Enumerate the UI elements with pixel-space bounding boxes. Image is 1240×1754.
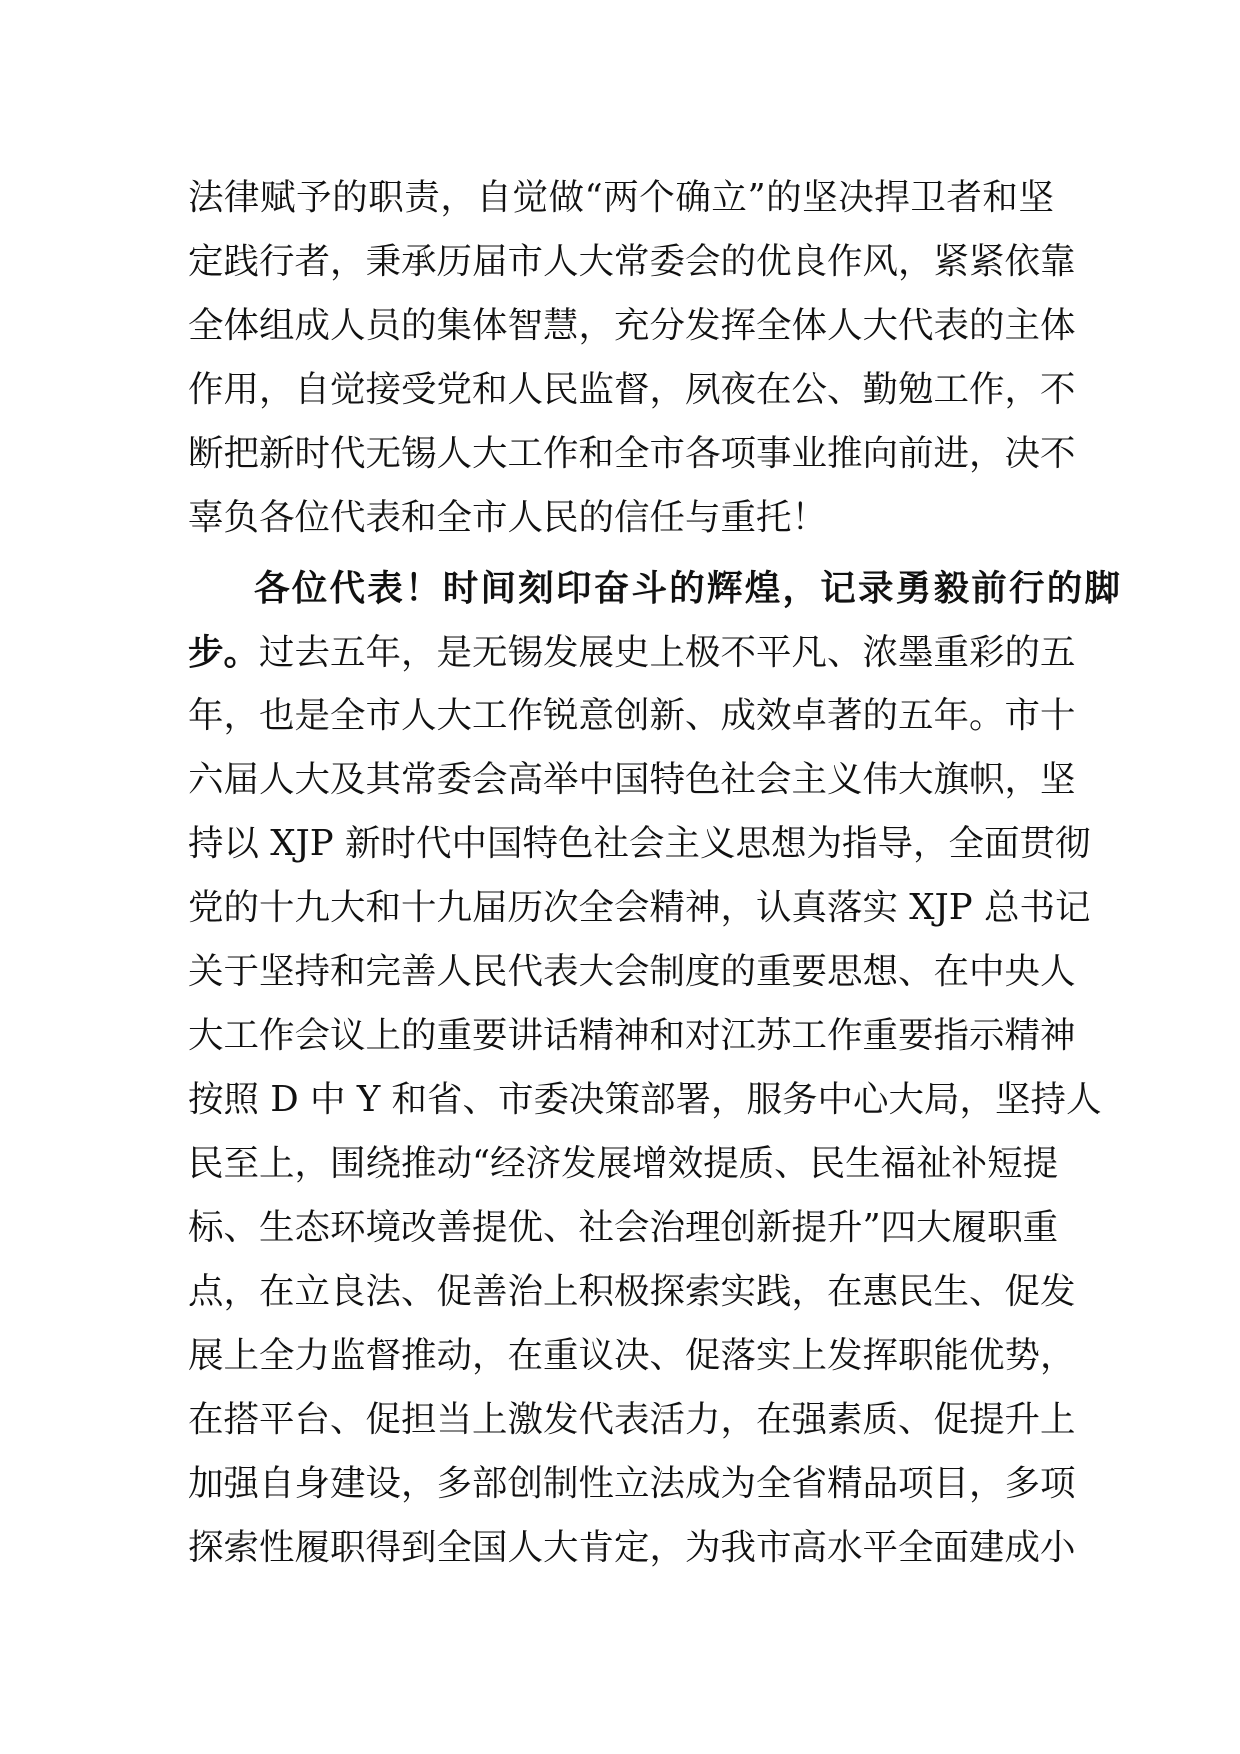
paragraph-2-line-12: 点，在立良法、促善治上积极探索实践，在惠民生、促发 [188, 1271, 1076, 1312]
paragraph-2-line-15: 加强自身建设，多部创制性立法成为全省精品项目，多项 [188, 1463, 1076, 1504]
paragraph-2-line-7: 关于坚持和完善人民代表大会制度的重要思想、在中央人 [188, 951, 1076, 992]
paragraph-1-line-5: 断把新时代无锡人大工作和全市各项事业推向前进，决不 [188, 433, 1076, 474]
paragraph-1-line-1: 法律赋予的职责，自觉做“两个确立”的坚决捍卫者和坚 [188, 177, 1054, 218]
paragraph-2-heading-line-1: 各位代表！时间刻印奋斗的辉煌，记录勇毅前行的脚 [254, 568, 1120, 609]
paragraph-2-line-5: 持以 XJP 新时代中国特色社会主义思想为指导，全面贯彻 [188, 823, 1091, 864]
paragraph-1-line-2: 定践行者，秉承历届市人大常委会的优良作风，紧紧依靠 [188, 241, 1076, 282]
paragraph-2-line-11: 标、生态环境改善提优、社会治理创新提升”四大履职重 [188, 1207, 1059, 1248]
paragraph-1-line-4: 作用，自觉接受党和人民监督，夙夜在公、勤勉工作，不 [188, 369, 1076, 410]
paragraph-2-line-13: 展上全力监督推动，在重议决、促落实上发挥职能优势， [188, 1335, 1076, 1376]
paragraph-2-line-3: 年，也是全市人大工作锐意创新、成效卓著的五年。市十 [188, 695, 1076, 736]
paragraph-2-line-4: 六届人大及其常委会高举中国特色社会主义伟大旗帜，坚 [188, 759, 1076, 800]
paragraph-2-line-14: 在搭平台、促担当上激发代表活力，在强素质、促提升上 [188, 1399, 1076, 1440]
paragraph-1-line-6: 辜负各位代表和全市人民的信任与重托！ [188, 497, 828, 538]
paragraph-2-line-2 [188, 621, 1076, 685]
paragraph-2-line-9: 按照 D 中 Y 和省、市委决策部署，服务中心大局，坚持人 [188, 1079, 1102, 1120]
paragraph-2-line-10: 民至上，围绕推动“经济发展增效提质、民生福祉补短提 [188, 1143, 1059, 1184]
paragraph-2-line-6: 党的十九大和十九届历次全会精神，认真落实 XJP 总书记 [188, 887, 1091, 928]
paragraph-2-line-2-text: 过去五年，是无锡发展史上极不平凡、浓墨重彩的五 [259, 632, 1076, 673]
paragraph-2-line-8: 大工作会议上的重要讲话精神和对江苏工作重要指示精神 [188, 1015, 1076, 1056]
paragraph-1-line-3: 全体组成人员的集体智慧，充分发挥全体人大代表的主体 [188, 305, 1076, 346]
paragraph-2-heading-end: 步。 [188, 632, 260, 673]
paragraph-2-line-16: 探索性履职得到全国人大肯定，为我市高水平全面建成小 [188, 1527, 1076, 1568]
